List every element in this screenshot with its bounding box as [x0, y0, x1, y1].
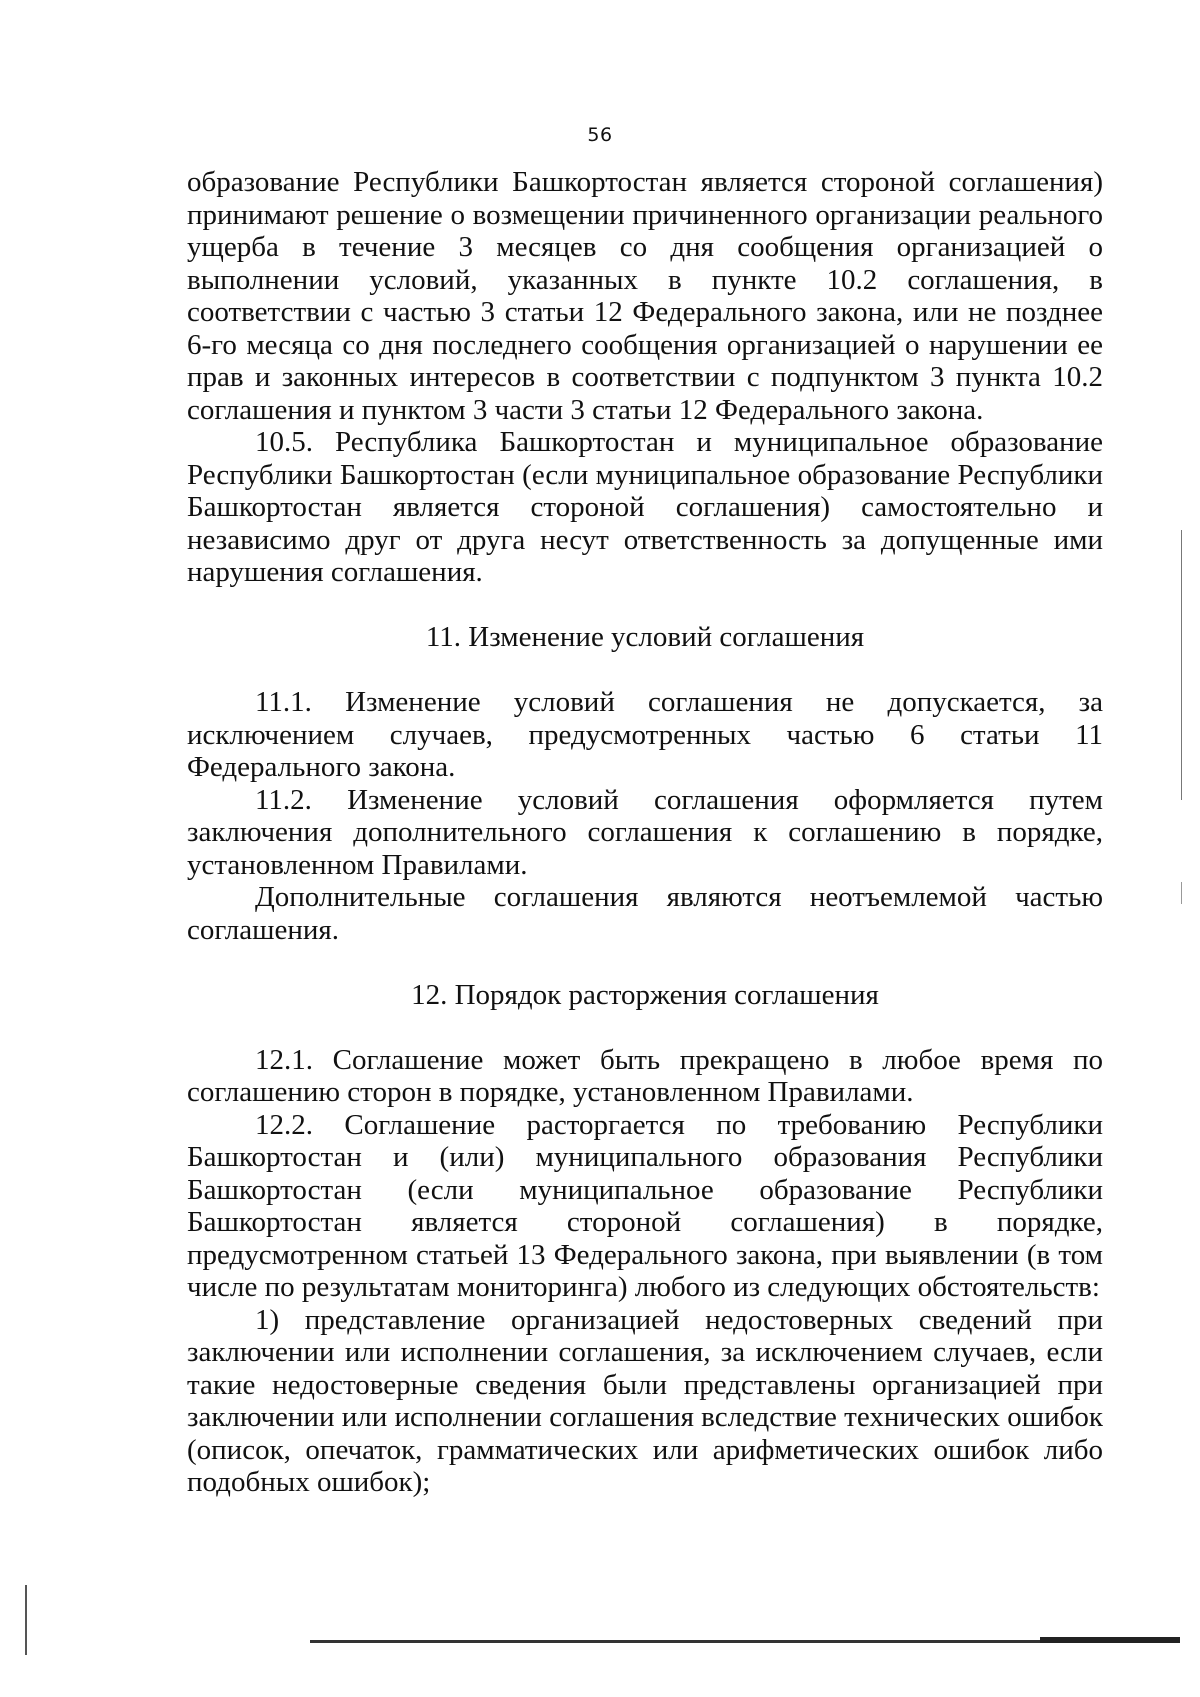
- section-heading-12: 12. Порядок расторжения соглашения: [411, 978, 879, 1011]
- spacer: [187, 946, 1103, 979]
- scan-artifact-bottom-edge-thick: [1040, 1637, 1180, 1643]
- paragraph-11-additional: Дополнительные соглашения являются неотъемлемой частью соглашения.: [187, 881, 1103, 946]
- page-number: 56: [587, 124, 613, 146]
- spacer: [187, 1011, 1103, 1044]
- document-body: [187, 166, 1103, 1499]
- paragraph-11-1: 11.1. Изменение условий соглашения не допускается, за исключением случаев, предусмотренных частью 6 статьи 11 Федерального закона.: [187, 686, 1103, 783]
- scan-artifact-right-margin: [1181, 530, 1182, 800]
- paragraph-10-5: 10.5. Республика Башкортостан и муниципальное образование Республики Башкортостан (если муниципальное образование Республики Башкортостан является стороной соглашения) самостоятельно и независимо друг от друга несут ответственность за допущенные ими нарушения соглашения.: [187, 426, 1103, 588]
- section-heading-11: 11. Изменение условий соглашения: [425, 621, 865, 653]
- paragraph-12-1: 12.1. Соглашение может быть прекращено в любое время по соглашению сторон в порядке, установленном Правилами.: [187, 1043, 1103, 1108]
- scan-artifact-left-margin: [25, 1585, 27, 1655]
- scan-artifact-right-margin-dots: [1181, 882, 1182, 904]
- paragraph-12-2-item-1: 1) представление организацией недостоверных сведений при заключении или исполнении соглашения, за исключением случаев, если такие недостоверные сведения были представлены организацией при заключении или исполнении соглашения вследствие технических ошибок (описок, опечаток, грамматических или арифметических ошибок либо подобных ошибок);: [187, 1303, 1103, 1498]
- paragraph-continuation: образование Республики Башкортостан является стороной соглашения) принимают решение о возмещении причиненного организации реального ущерба в течение 3 месяцев со дня сообщения организацией о выполнении условий, указанных в пункте 10.2 соглашения, в соответствии с частью 3 статьи 12 Федерального закона, или не позднее 6-го месяца со дня последнего сообщения организацией о нарушении ее прав и законных интересов в соответствии с подпунктом 3 пункта 10.2 соглашения и пунктом 3 части 3 статьи 12 Федерального закона.: [187, 166, 1103, 426]
- spacer: [187, 589, 1103, 622]
- spacer: [187, 654, 1103, 687]
- paragraph-12-2: 12.2. Соглашение расторгается по требованию Республики Башкортостан и (или) муниципального образования Республики Башкортостан (если муниципальное образование Республики Башкортостан является стороной соглашения) в порядке, предусмотренном статьей 13 Федерального закона, при выявлении (в том числе по результатам мониторинга) любого из следующих обстоятельств:: [187, 1108, 1103, 1303]
- paragraph-11-2: 11.2. Изменение условий соглашения оформляется путем заключения дополнительного соглашения к соглашению в порядке, установленном Правилами.: [187, 783, 1103, 881]
